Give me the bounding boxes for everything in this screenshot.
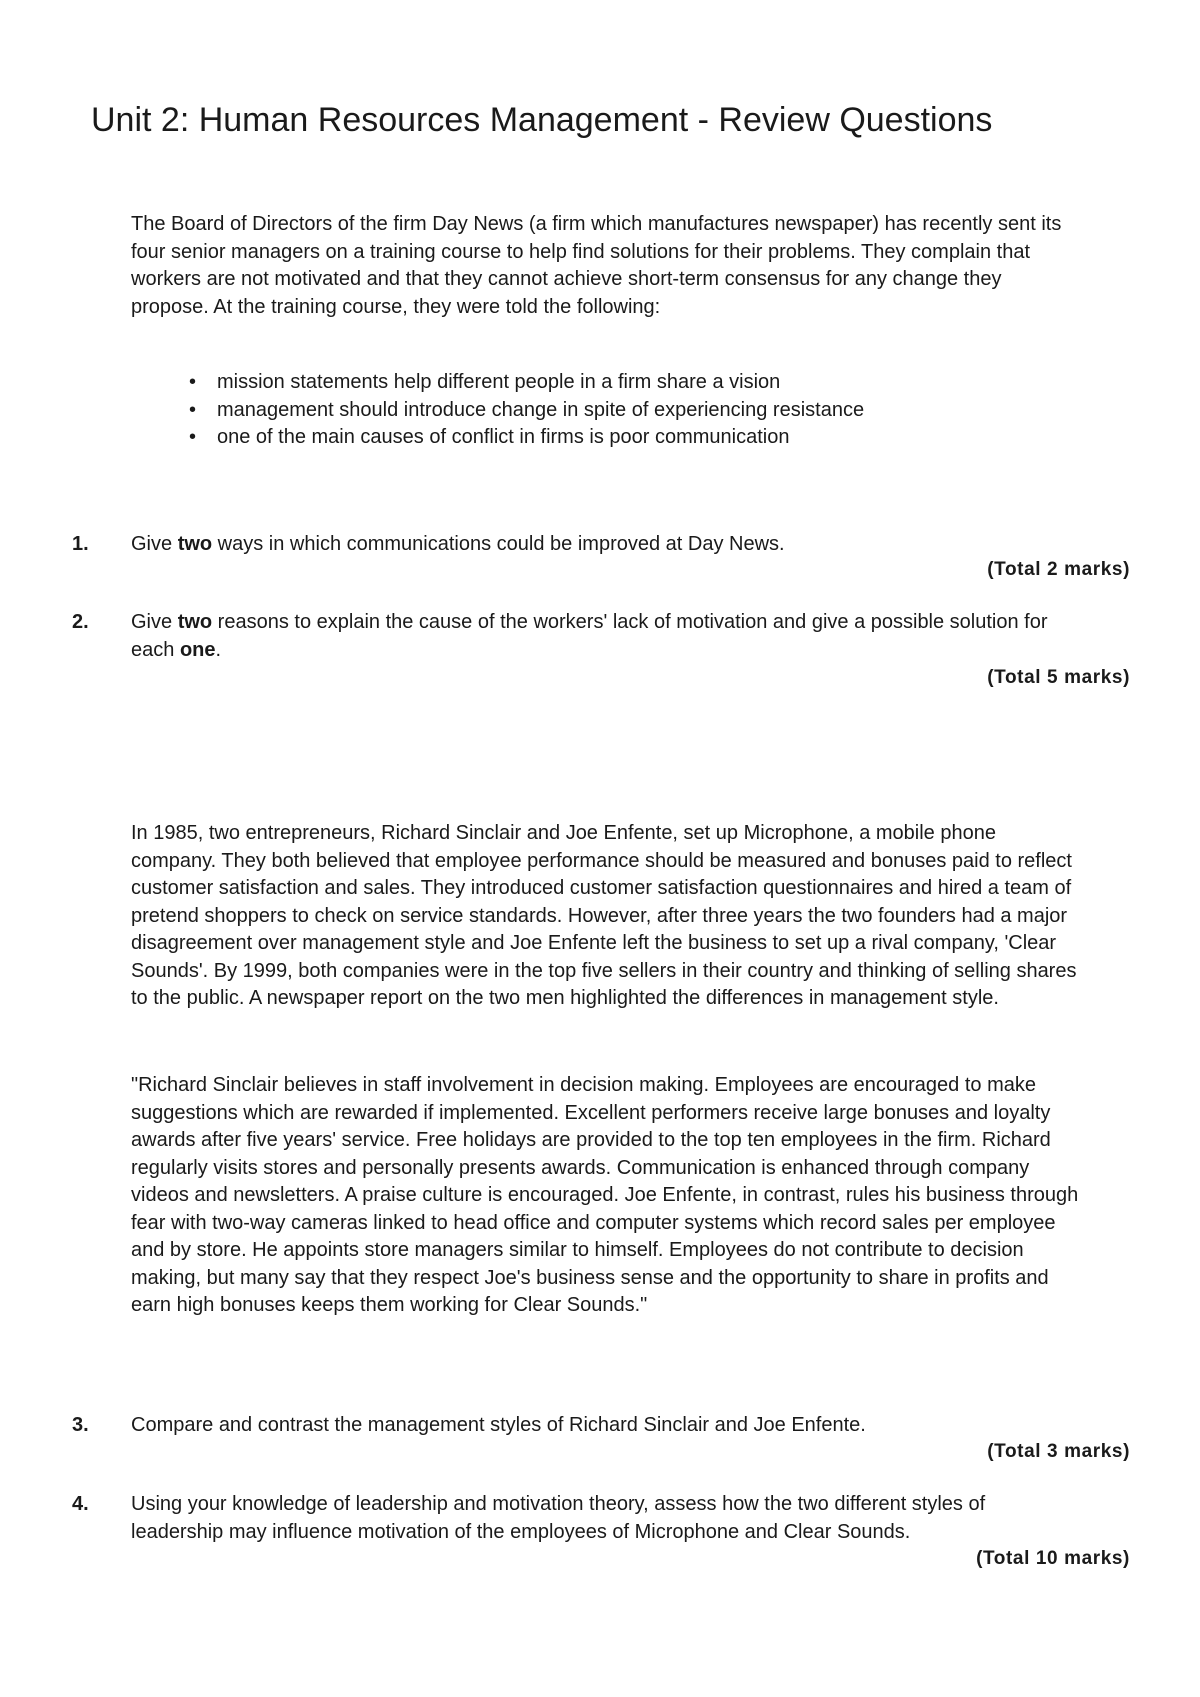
bullet-text: one of the main causes of conflict in firms is poor communication bbox=[217, 426, 790, 448]
question-text-segment: ways in which communications could be improved at Day News. bbox=[212, 533, 785, 555]
question-2-text bbox=[131, 609, 1081, 664]
page-title: Unit 2: Human Resources Management - Review Questions bbox=[91, 101, 993, 139]
case1-intro-paragraph: The Board of Directors of the firm Day News (a firm which manufactures newspaper) has recently sent its four senior managers on a training course to help find solutions for their problems. They complain that workers are not motivated and that they cannot achieve short-term consensus for any change they propose. At the training course, they were told the following: bbox=[131, 213, 1062, 318]
bullet-text: management should introduce change in spite of experiencing resistance bbox=[217, 398, 865, 421]
question-1-number: 1. bbox=[72, 533, 89, 555]
bullet-icon: • bbox=[189, 398, 197, 421]
list-item bbox=[131, 424, 1031, 452]
question-emphasis: two bbox=[177, 611, 213, 633]
case2-paragraph-1: In 1985, two entrepreneurs, Richard Sinclair and Joe Enfente, set up Microphone, a mobile phone company. They both believed that employee performance should be measured and bonuses paid to reflect customer satisfaction and sales. They introduced customer satisfaction questionnaires and hired a team of pretend shoppers to check on service standards. However, after three years the two founders had a major disagreement over management style and Joe Enfente left the business to set up a rival company, 'Clear Sounds'. By 1999, both companies were in the top five sellers in their country and thinking of selling shares to the public. A newspaper report on the two men highlighted the differences in management style. bbox=[131, 822, 1077, 1009]
question-4-marks: (Total 10 marks) bbox=[976, 1548, 1130, 1569]
question-emphasis: two bbox=[177, 533, 213, 555]
question-emphasis: one bbox=[179, 638, 216, 661]
list-item bbox=[131, 369, 1031, 397]
question-4-number: 4. bbox=[72, 1493, 89, 1515]
question-2-marks: (Total 5 marks) bbox=[987, 667, 1130, 688]
question-text-segment: reasons to explain the cause of the workers' lack of motivation and give a possible solution for each bbox=[131, 611, 1048, 661]
bullet-icon: • bbox=[189, 371, 197, 393]
case2-paragraph-2: "Richard Sinclair believes in staff involvement in decision making. Employees are encouraged to make suggestions which are rewarded if implemented. Excellent performers receive large bonuses and loyalty awards after five years' service. Free holidays are provided to the top ten employees in the firm. Richard regularly visits stores and personally presents awards. Communication is enhanced through company videos and newsletters. A praise culture is encouraged. Joe Enfente, in contrast, rules his business through fear with two-way cameras linked to head office and computer systems which record sales per employee and by store. He appoints store managers similar to himself. Employees do not contribute to decision making, but many say that they respect Joe's business sense and the opportunity to share in profits and earn high bonuses keeps them working for Clear Sounds." bbox=[131, 1074, 1079, 1316]
question-3-number: 3. bbox=[72, 1414, 89, 1436]
case1-bullet-list bbox=[131, 369, 1031, 452]
question-3-text: Compare and contrast the management styles of Richard Sinclair and Joe Enfente. bbox=[131, 1414, 866, 1436]
question-text-segment: Give bbox=[131, 611, 178, 633]
question-1-marks: (Total 2 marks) bbox=[987, 559, 1130, 580]
question-text-segment: . bbox=[215, 638, 222, 661]
list-item bbox=[131, 397, 1031, 425]
question-1-text bbox=[131, 531, 1081, 559]
bullet-icon: • bbox=[189, 426, 197, 448]
question-text-segment: Give bbox=[131, 533, 178, 555]
question-4-text: Using your knowledge of leadership and motivation theory, assess how the two different styles of leadership may influence motivation of the employees of Microphone and Clear Sounds. bbox=[131, 1493, 986, 1543]
question-2-number: 2. bbox=[72, 611, 89, 633]
bullet-text: mission statements help different people in a firm share a vision bbox=[217, 371, 781, 393]
question-3-marks: (Total 3 marks) bbox=[987, 1441, 1130, 1462]
